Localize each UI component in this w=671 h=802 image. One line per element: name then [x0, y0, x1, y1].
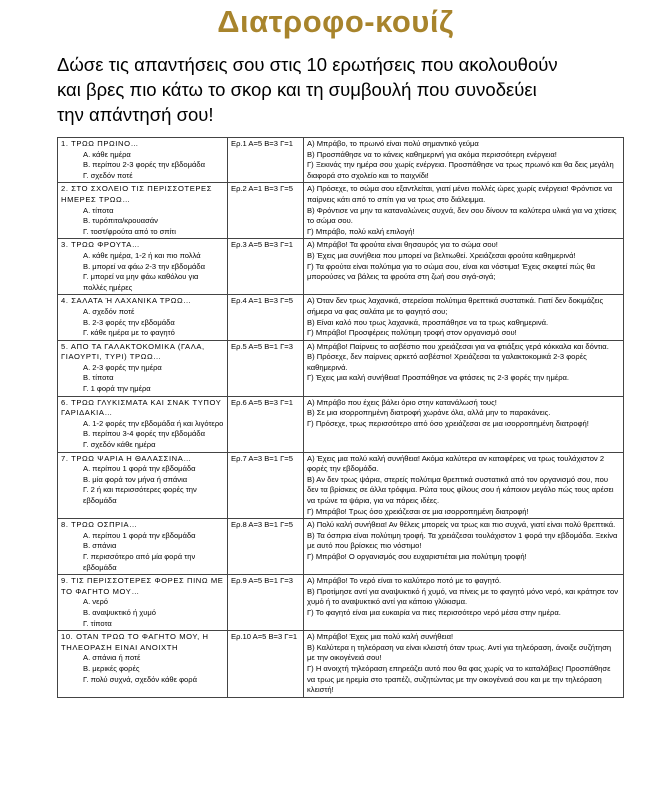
answer-option: Γ. 1 φορά την ημέρα	[83, 384, 151, 394]
question-cell	[58, 452, 228, 519]
answer-option: Α. 1-2 φορές την εβδομάδα ή και λιγότερο	[83, 418, 224, 428]
score-cell: Ερ.8 Α=3 Β=1 Γ=5	[228, 519, 304, 575]
answer-option: Α. κάθε ημέρα, 1-2 ή και πιο πολλά	[83, 250, 201, 260]
question-text: 5. ΑΠΟ ΤΑ ΓΑΛΑΚΤΟΚΟΜΙΚΑ (ΓΑΛΑ, ΓΙΑΟΥΡΤΙ, ΤΥΡΙ) ΤΡΩΩ…	[61, 341, 205, 362]
answer-option: Β. αναψυκτικό ή χυμό	[83, 607, 157, 617]
advice-cell	[304, 519, 624, 575]
question-cell	[58, 138, 228, 183]
question-text: 10. ΟΤΑΝ ΤΡΩΩ ΤΟ ΦΑΓΗΤΟ ΜΟΥ, Η ΤΗΛΕΟΡΑΣΗ ΕΙΝΑΙ ΑΝΟΙΧΤΗ	[61, 632, 209, 652]
advice-text: Γ) Τα φρούτα είναι πολύτιμα για το σώμα σου, είναι και νόστιμα! Έχεις σκεφτεί πώς θα μπορούσες να βάλεις τα φρούτα στη ζωή σου σιγά-σιγά;	[307, 261, 595, 282]
score-cell: Ερ.3 Α=5 Β=3 Γ=1	[228, 239, 304, 295]
answer-option: Α. περίπου 1 φορά την εβδομάδα	[83, 464, 196, 474]
answer-option: Γ. κάθε ημέρα με το φαγητό	[83, 328, 175, 338]
question-text: 1. ΤΡΩΩ ΠΡΩΙΝΟ…	[61, 139, 139, 148]
advice-text: Α) Πρόσεχε, το σώμα σου εξαντλείται, γιατί μένει πολλές ώρες χωρίς ενέργεια! Φρόντισε να παίρνεις κάτι από το σπίτι για να τρως στο διάλειμμα.	[307, 184, 613, 204]
question-cell	[58, 519, 228, 575]
question-cell	[58, 340, 228, 396]
answer-option: Β. περίπου 2-3 φορές την εβδομάδα	[83, 160, 205, 170]
answer-option: Γ. τοστ/φρούτα από το σπίτι	[83, 226, 176, 236]
advice-text: Β) Καλύτερα η τηλεόραση να είναι κλειστή όταν τρως. Αντί για τηλεόραση, άνοιξε συζήτηση με την οικογένειά σου!	[307, 642, 612, 663]
question-row	[58, 183, 624, 239]
score-cell: Ερ.1 Α=5 Β=3 Γ=1	[228, 138, 304, 183]
advice-text: Α) Όταν δεν τρως λαχανικά, στερείσαι πολύτιμα θρεπτικά συστατικά. Γιατί δεν δοκιμάζεις σήμερα να φας σαλάτα με το φαγητό σου;	[307, 296, 604, 316]
answer-option: Α. τίποτα	[83, 205, 114, 215]
answer-option: Α. σπάνια ή ποτέ	[83, 653, 141, 663]
question-cell	[58, 295, 228, 340]
advice-text: Α) Μπράβο! Έχεις μια πολύ καλή συνήθεια!	[307, 632, 454, 642]
advice-text: Β) Έχεις μια συνήθεια που μπορεί να βελτιωθεί. Χρειάζεσαι φρούτα καθημερινά!	[307, 250, 576, 260]
question-row	[58, 631, 624, 698]
answer-option: Β. μία φορά τον μήνα ή σπάνια	[83, 474, 188, 484]
question-row	[58, 396, 624, 452]
answer-option: Α. νερό	[83, 597, 109, 607]
advice-text: Γ) Μπράβο, πολύ καλή επιλογή!	[307, 226, 415, 236]
answer-option: Β. τίποτα	[83, 373, 114, 383]
answer-option: Γ. σχεδόν ποτέ	[83, 170, 133, 180]
question-row	[58, 295, 624, 340]
question-cell	[58, 631, 228, 698]
quiz-table	[57, 137, 624, 698]
advice-text: Γ) Η ανοιχτή τηλεόραση επηρεάζει αυτό που θα φας χωρίς να το καταλάβεις! Προσπάθησε να τρως με ηρεμία στο τραπέζι, συζητώντας με την οικογένειά σου και με την τηλεόραση κλειστή!	[307, 663, 611, 695]
answer-option: Γ. τίποτα	[83, 618, 112, 628]
advice-cell	[304, 138, 624, 183]
advice-text: Α) Μπράβο! Παίρνεις το ασβέστιο που χρειάζεσαι για να φτιάξεις γερά κόκκαλα και δόντια.	[307, 341, 609, 351]
answer-option: Α. 2-3 φορές την ημέρα	[83, 362, 162, 372]
advice-cell	[304, 575, 624, 631]
answer-option: Β. 2-3 φορές την εβδομάδα	[83, 317, 175, 327]
advice-text: Α) Μπράβο που έχεις βάλει όριο στην κατανάλωσή τους!	[307, 397, 497, 407]
advice-text: Γ) Πρόσεχε, τρως περισσότερο από όσο χρειάζεσαι σε μια ισορροπημένη διατροφή!	[307, 418, 589, 428]
advice-text: Α) Μπράβο, το πρωινό είναι πολύ σημαντικό γεύμα	[307, 139, 479, 148]
question-text: 2. ΣΤΟ ΣΧΟΛΕΙΟ ΤΙΣ ΠΕΡΙΣΣΟΤΕΡΕΣ ΗΜΕΡΕΣ ΤΡΩΩ…	[61, 184, 213, 204]
answer-option: Β. τυρόπιτα/κρουασάν	[83, 216, 158, 226]
advice-cell	[304, 183, 624, 239]
answer-option: Γ. πολύ συχνά, σχεδόν κάθε φορά	[83, 674, 197, 684]
score-cell: Ερ.9 Α=5 Β=1 Γ=3	[228, 575, 304, 631]
advice-text: Β) Προτίμησε αντί για αναψυκτικό ή χυμό, να πίνεις με το φαγητό μόνο νερό, και κράτησε τον χυμό ή το αναψυκτικό αντί για κάποιο γλύκισμα.	[307, 586, 619, 607]
advice-cell	[304, 239, 624, 295]
answer-option: Γ. 2 ή και περισσότερες φορές την εβδομάδα	[83, 485, 197, 505]
advice-text: Β) Αν δεν τρως ψάρια, στερείς πολύτιμα θρεπτικά συστατικά από τον οργανισμό σου, που δεν τα βρίσκεις σε άλλα τρόφιμα. Ρώτα τους φίλους σου ή κάποιον μεγάλο πώς τους αρέσει να τρώνε τα ψάρια, για να πάρεις ιδέες.	[307, 474, 614, 505]
page-title: Διατροφο-κουίζ	[217, 4, 454, 39]
advice-text: Α) Πολύ καλή συνήθεια! Αν θέλεις μπορείς να τρως και πιο συχνά, γιατί είναι πολύ θρεπτικά.	[307, 520, 616, 530]
advice-text: Γ) Έχεις μια καλή συνήθεια! Προσπάθησε να φτάσεις τις 2-3 φορές την ημέρα.	[307, 373, 570, 383]
question-text: 3. ΤΡΩΩ ΦΡΟΥΤΑ…	[61, 240, 141, 250]
advice-cell	[304, 295, 624, 340]
score-cell: Ερ.10 Α=5 Β=3 Γ=1	[228, 631, 304, 698]
advice-text: Β) Φρόντισε να μην τα καταναλώνεις συχνά, δεν σου δίνουν τα καλύτερα υλικά για να χτίσεις το σώμα σου.	[307, 205, 617, 226]
score-cell: Ερ.2 Α=1 Β=3 Γ=5	[228, 183, 304, 239]
question-text: 6. ΤΡΩΩ ΓΛΥΚΙΣΜΑΤΑ ΚΑΙ ΣΝΑΚ ΤΥΠΟΥ ΓΑΡΙΔΑΚΙΑ…	[61, 397, 222, 418]
advice-text: Α) Έχεις μια πολύ καλή συνήθεια! Ακόμα καλύτερα αν καταφέρεις να τρως τουλάχιστον 2 φορές την εβδομάδα.	[307, 453, 605, 474]
answer-option: Β. μπορεί να φάω 2-3 την εβδομάδα	[83, 261, 205, 271]
score-cell: Ερ.6 Α=5 Β=3 Γ=1	[228, 396, 304, 452]
question-text: 7. ΤΡΩΩ ΨΑΡΙΑ Η ΘΑΛΑΣΣΙΝΑ…	[61, 453, 192, 463]
answer-option: Α. κάθε ημέρα	[83, 149, 131, 159]
question-row	[58, 138, 624, 183]
answer-option: Γ. μπορεί να μην φάω καθόλου για πολλές ημέρες	[83, 272, 199, 292]
question-row	[58, 452, 624, 519]
intro-text: Δώσε τις απαντήσεις σου στις 10 ερωτήσεις που ακολουθούν και βρες πιο κάτω το σκορ και τη συμβουλή που συνοδεύει την απάντησή σου!	[57, 54, 558, 125]
answer-option: Β. σπάνια	[83, 541, 117, 551]
question-row	[58, 519, 624, 575]
answer-option: Γ. σχεδόν κάθε ημέρα	[83, 440, 156, 450]
question-row	[58, 340, 624, 396]
answer-option: Β. μερικές φορές	[83, 663, 140, 673]
answer-option: Β. περίπου 3-4 φορές την εβδομάδα	[83, 429, 205, 439]
answer-option: Α. σχεδόν ποτέ	[83, 306, 135, 316]
question-cell	[58, 396, 228, 452]
advice-text: Β) Τα όσπρια είναι πολύτιμη τροφή. Τα χρειάζεσαι τουλάχιστον 1 φορά την εβδομάδα. Ξεκίνα με αυτό που βρίσκεις πιο νόστιμο!	[307, 530, 618, 551]
score-cell: Ερ.7 Α=3 Β=1 Γ=5	[228, 452, 304, 519]
advice-text: Β) Πρόσεχε, δεν παίρνεις αρκετό ασβέστιο! Χρειάζεσαι τα γαλακτοκομικά 2-3 φορές καθημερινά.	[307, 352, 587, 372]
question-text: 4. ΣΑΛΑΤΑ Ή ΛΑΧΑΝΙΚΑ ΤΡΩΩ…	[61, 296, 192, 306]
advice-text: Α) Μπράβο! Τα φρούτα είναι θησαυρός για το σώμα σου!	[307, 240, 498, 250]
advice-text: Α) Μπράβο! Το νερό είναι το καλύτερο ποτό με το φαγητό.	[307, 576, 502, 586]
advice-text: Β) Είναι καλό που τρως λαχανικά, προσπάθησε να τα τρως καθημερινά.	[307, 317, 549, 327]
question-cell	[58, 183, 228, 239]
advice-text: Γ) Ξεκινάς την ημέρα σου χωρίς ενέργεια. Προσπάθησε να τρως πρωινό και θα δεις μεγάλη διαφορά στο σχολείο και το παιχνίδι!	[307, 160, 614, 180]
advice-text: Γ) Μπράβο! Τρως όσο χρειάζεσαι σε μια ισορροπημένη διατροφή!	[307, 506, 529, 516]
advice-cell	[304, 631, 624, 698]
question-row	[58, 239, 624, 295]
score-cell: Ερ.5 Α=5 Β=1 Γ=3	[228, 340, 304, 396]
answer-option: Α. περίπου 1 φορά την εβδομάδα	[83, 530, 196, 540]
advice-cell	[304, 452, 624, 519]
question-text: 8. ΤΡΩΩ ΟΣΠΡΙΑ…	[61, 520, 138, 530]
score-cell: Ερ.4 Α=1 Β=3 Γ=5	[228, 295, 304, 340]
question-text: 9. ΤΙΣ ΠΕΡΙΣΣΟΤΕΡΕΣ ΦΟΡΕΣ ΠΙΝΩ ΜΕ ΤΟ ΦΑΓΗΤΟ ΜΟΥ…	[61, 576, 224, 596]
advice-text: Γ) Το φαγητό είναι μια ευκαιρία να πιες περισσότερο νερό μέσα στην ημέρα.	[307, 607, 561, 617]
advice-text: Γ) Μπράβο! Προσφέρεις πολύτιμη τροφή στον οργανισμό σου!	[307, 328, 517, 338]
advice-cell	[304, 396, 624, 452]
advice-text: Β) Σε μια ισορροπημένη διατροφή χωράνε όλα, αλλά μην το παρακάνεις.	[307, 408, 551, 418]
answer-option: Γ. περισσότερο από μία φορά την εβδομάδα	[83, 551, 196, 572]
question-cell	[58, 575, 228, 631]
quiz-table-body	[58, 138, 624, 698]
advice-text: Γ) Μπράβο! Ο οργανισμός σου ευχαριστιέται μια πολύτιμη τροφή!	[307, 551, 527, 561]
question-cell	[58, 239, 228, 295]
advice-cell	[304, 340, 624, 396]
advice-text: Β) Προσπάθησε να το κάνεις καθημερινή για ακόμα περισσότερη ενέργεια!	[307, 149, 557, 159]
question-row	[58, 575, 624, 631]
